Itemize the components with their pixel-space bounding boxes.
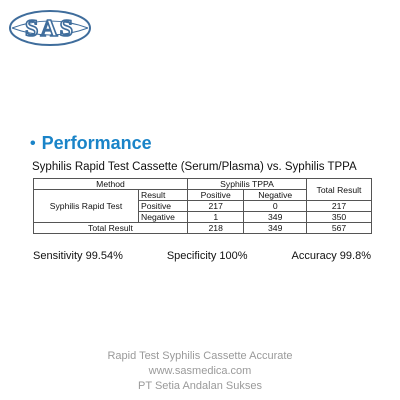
sas-logo	[8, 8, 92, 48]
result-label: Result	[139, 190, 188, 201]
specificity-value: Specificity 100%	[166, 250, 248, 262]
header-positive: Positive	[188, 190, 244, 201]
cell-pos-neg: 0	[244, 201, 307, 212]
header-total: Total Result	[307, 179, 372, 201]
section-heading	[30, 133, 152, 154]
cell-neg-neg: 349	[244, 212, 307, 223]
footer-website: www.sasmedica.com	[148, 365, 252, 377]
accuracy-value: Accuracy 99.8%	[291, 250, 371, 262]
sensitivity-value: Sensitivity 99.54%	[33, 250, 123, 262]
total-pos: 218	[188, 223, 244, 234]
footer-company: PT Setia Andalan Sukses	[138, 380, 262, 392]
footer-title: Rapid Test Syphilis Cassette Accurate	[107, 350, 293, 362]
row-positive-label: Positive	[139, 201, 188, 212]
total-total: 567	[307, 223, 372, 234]
header-method: Method	[34, 179, 188, 190]
metrics-row	[33, 250, 371, 262]
table-row	[34, 223, 372, 234]
header-reference: Syphilis TPPA	[188, 179, 307, 190]
cell-pos-total: 217	[307, 201, 372, 212]
section-title: Performance	[41, 133, 152, 153]
table-row	[34, 179, 372, 190]
performance-table	[33, 178, 372, 234]
cell-neg-pos: 1	[188, 212, 244, 223]
total-row-label: Total Result	[34, 223, 188, 234]
footer	[0, 349, 400, 394]
table-caption: Syphilis Rapid Test Cassette (Serum/Plasma) vs. Syphilis TPPA	[32, 161, 357, 173]
logo-text: SAS	[24, 16, 76, 42]
test-name-cell: Syphilis Rapid Test	[34, 190, 139, 223]
total-neg: 349	[244, 223, 307, 234]
bullet-icon: •	[30, 134, 36, 152]
cell-pos-pos: 217	[188, 201, 244, 212]
row-negative-label: Negative	[139, 212, 188, 223]
cell-neg-total: 350	[307, 212, 372, 223]
header-negative: Negative	[244, 190, 307, 201]
